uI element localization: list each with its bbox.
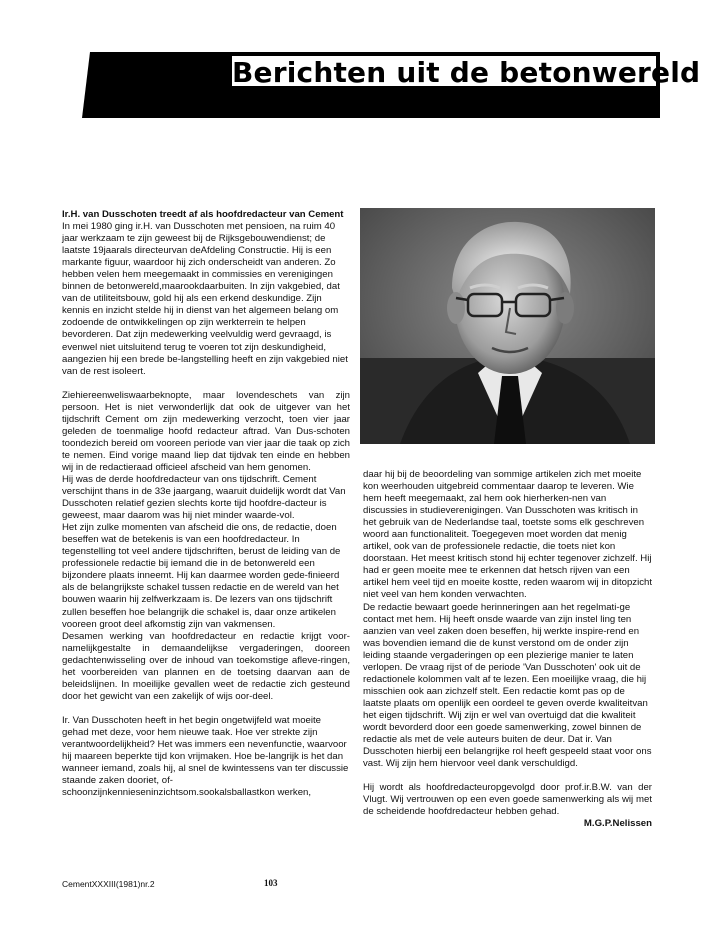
article-column-right — [363, 469, 652, 830]
journal-reference: CementXXXIII(1981)nr.2 — [62, 879, 155, 889]
paragraph: daar hij bij de beoordeling van sommige artikelen zich met moeite kon weerhouden uitgebreid commentaar daarop te leveren. Wie hem heeft meegemaakt, zal hem ook hierherken-nen van discussies in studieverenigingen. Van Dusschoten was kritisch in het gebruik van de Nederlandse taal, toetste soms elk geschreven woord aan functionaliteit. Toegegeven moet worden dat menig artikel, ook van de professionele redactie, die toets niet kon doorstaan. Het meest kritisch stond hij echter tegenover zichzelf. Hij had er geen moeite mee te erkennen dat hetsch rijven van een artikel hem veel tijd en moeite kostte, reden waarom wij in ditopzicht niet veel van hem konden verwachten. — [363, 469, 653, 601]
paragraph: Ir. Van Dusschoten heeft in het begin ongetwijfeld wat moeite gehad met deze, voor hem nieuwe taak. Hoe ver strekte zijn verantwoordelijkheid? Het was immers een nevenfunctie, waarvoor hij maareen beperkte tijd kon vrijmaken. Hoe be-langrijk is het dan wanneer iemand, zoals hij, al snel de kwintessens van ter discussie staande zaken dooriet, of-schoonzijnkennieseninzichtsom.sookalsballastkon werken, — [62, 714, 349, 799]
paragraph: Desamen werking van hoofdredacteur en redactie krijgt voor-namelijkgestalte in demaandelijkse vergaderingen, dooreen gedachtenwisseling over de inhoud van toekomstige afleve-ringen, het voorbereiden van plannen en de toetsing daarvan aan de beleidslijnen. In moeilijke gevallen weet de redactie zich gesteund door het gewicht van een zakelijk of wijs oor-deel. — [62, 630, 350, 702]
portrait-photo-icon — [360, 208, 655, 444]
section-banner — [82, 52, 701, 118]
article-column-left — [62, 209, 350, 799]
article-headline: Ir.H. van Dusschoten treedt af als hoofdredacteur van Cement — [62, 209, 344, 220]
page-number: 103 — [264, 878, 278, 888]
paragraph: Het zijn zulke momenten van afscheid die ons, de redactie, doen beseffen wat de betekenis is van een hoofdredacteur. In tegenstelling tot veel andere tijdschriften, berust de leiding van de professionele redactie bij iemand die in de betonwereld een bijzondere plaats inneemt. Hij kan daarmee worden gede-finieerd als de belangrijkste schakel tussen redactie en de wereld van het bouwen waarin hij zelfwerkzaam is. De lezers van ons tijdschrift zullen beseffen hoe belangrijk die schakel is, daar onze artikelen vooreen groot deel afkomstig zijn van vakmensen. — [62, 522, 341, 630]
paragraph: Hij was de derde hoofdredacteur van ons tijdschrift. Cement verschijnt thans in de 33e jaargang, waaruit duidelijk wordt dat Van Dusschoten relatief gezien slechts korte tijd hoofdre-dacteur is geweest, maar daarom was hij niet minder waarde-vol. — [62, 473, 346, 522]
paragraph: De redactie bewaart goede herinneringen aan het regelmati-ge contact met hem. Hij heeft onsde waarde van zijn instel ling ten aanzien van veel zaken doen beseffen, hij werkte inspire-rend en was bovendien iemand die de kunst verstond om de onder zijn leiding staande vergaderingen op een plezierige manier te laten verlopen. De vraag rijst of de periode 'Van Dusschoten' ook uit de redactionele kolommen valt af te lezen. Een moeilijke vraag, die hij misschien ook aan zichzelf stelt. Een redactie komt pas op de laatste plaats om openlijk een oordeel te geven overde kwaliteitvan het eigen tijdschrift. Wij zijn er wel van overtuigd dat die kwaliteit wordt bevorderd door een goede samenwerking, zowel binnen de redactie als met de vele auteurs buiten de deur. Dat ir. Van Dusschoten hierbij een belangrijke rol heeft gespeeld staat voor ons vast. Wij zijn hem hiervoor veel dank verschuldigd. — [363, 601, 652, 770]
article-author: M.G.P.Nelissen — [583, 818, 652, 830]
paragraph: Ziehiereenweliswaarbeknopte, maar lovendeschets van zijn persoon. Het is niet verwonderlijk dat ook de uitgever van het tijdschrift Cement om zijn medewerking verzocht, toen vier jaar geleden de toenmalige hoofd redacteur aftrad. Van Dus-schoten toondezich bereid om vooreen periode van vier jaar die taak op zich te nemen. Eind vorige maand liep dat tijdvak ten einde en hebben wij in de redactieraad officieel afscheid van hem genomen. — [62, 389, 350, 473]
paragraph: In mei 1980 ging ir.H. van Dusschoten met pensioen, na ruim 40 jaar werkzaam te zijn geweest bij de Rijksgebouwendienst; de laatste 19jaarals directeurvan deAfdeling Constructie. Hij is een markante figuur, waardoor hij zich onderscheidt van anderen. Zo hebben velen hem meegemaakt in commissies en verenigingen binnen de betonwereld,maarookdaarbuiten. In zijn vakgebied, dat van de utiliteitsbouw, gold hij als een erkend deskundige. Zijn kennis en inzicht stelde hij in dienst van het algemeen belang om zodoende de ontwikkelingen op zijn werkterrein te helpen bevorderen. Dat zijn medewerking veelvuldig werd gevraagd, is evenwel niet uitsluitend terug te voeren tot zijn deskundigheid, aangezien hij een brede be-langstelling heeft en zijn vakgebied niet van de rest isoleert. — [62, 221, 348, 377]
banner-title: Berichten uit de betonwereld — [232, 56, 701, 89]
paragraph: Hij wordt als hoofdredacteuropgevolgd door prof.ir.B.W. van der Vlugt. Wij vertrouwen op een even goede samenwerking als wij met de scheidende hoofdredacteur hebben gehad. — [363, 782, 652, 818]
